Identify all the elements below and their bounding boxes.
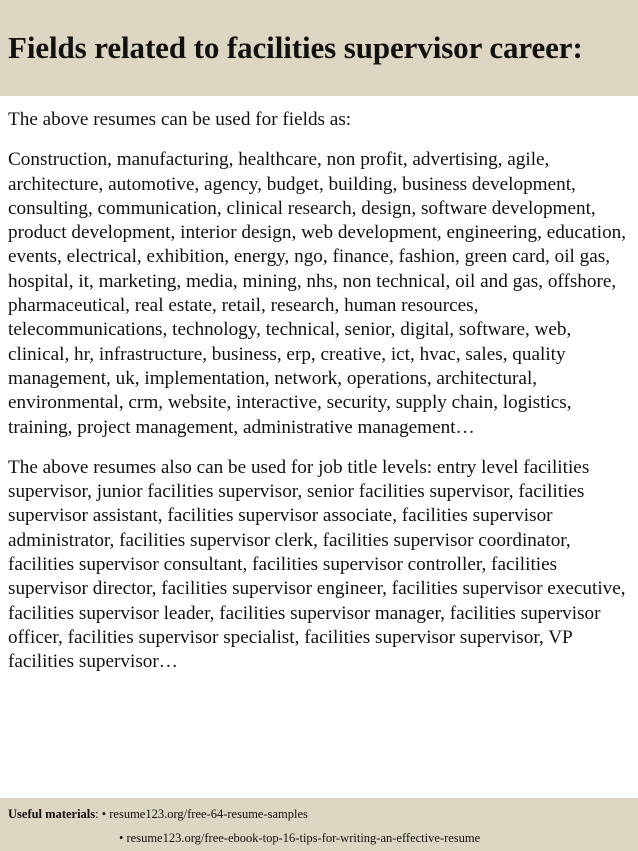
job-levels-paragraph: The above resumes also can be used for job title levels: entry level facilities supervisor, junior facilities supervisor, senior facilities supervisor, facilities supervisor assistant, facilities supervisor associate, facilities supervisor administrator, facilities supervisor clerk, facilities supervisor coordinator, facilities supervisor consultant, facilities supervisor controller, facilities supervisor director, facilities supervisor engineer, facilities supervisor executive, facilities supervisor leader, facilities supervisor manager, facilities supervisor officer, facilities supervisor specialist, facilities supervisor supervisor, VP facilities supervisor… [8,456,626,673]
footer-row-first [8,806,308,822]
footer-row-second [119,830,480,846]
intro-text: The above resumes can be used for fields as: [8,109,352,130]
footer-link-ebook-tips[interactable]: • resume123.org/free-ebook-top-16-tips-for-writing-an-effective-resume [119,831,481,845]
footer-link-resume-samples[interactable]: • resume123.org/free-64-resume-samples [101,807,308,821]
useful-materials-label: Useful materials [8,807,96,821]
title-band [0,0,638,96]
footer-label-separator: : [95,807,99,821]
fields-paragraph: Construction, manufacturing, healthcare, non profit, advertising, agile, architecture, automotive, agency, budget, building, business development, consulting, communication, clinical research, design, software development, product development, interior design, web development, engineering, education, events, electrical, exhibition, energy, ngo, finance, fashion, green card, oil gas, hospital, it, marketing, media, mining, nhs, non technical, oil and gas, offshore, pharmaceutical, real estate, retail, research, human resources, telecommunications, technology, technical, senior, digital, software, web, clinical, hr, infrastructure, business, erp, creative, ict, hvac, sales, quality management, uk, implementation, network, operations, architectural, environmental, crm, website, interactive, security, supply chain, logistics, training, project management, administrative management… [8,149,627,438]
page-title: Fields related to facilities supervisor career: [8,30,583,65]
useful-materials-footer [0,798,638,851]
main-content [8,108,632,675]
